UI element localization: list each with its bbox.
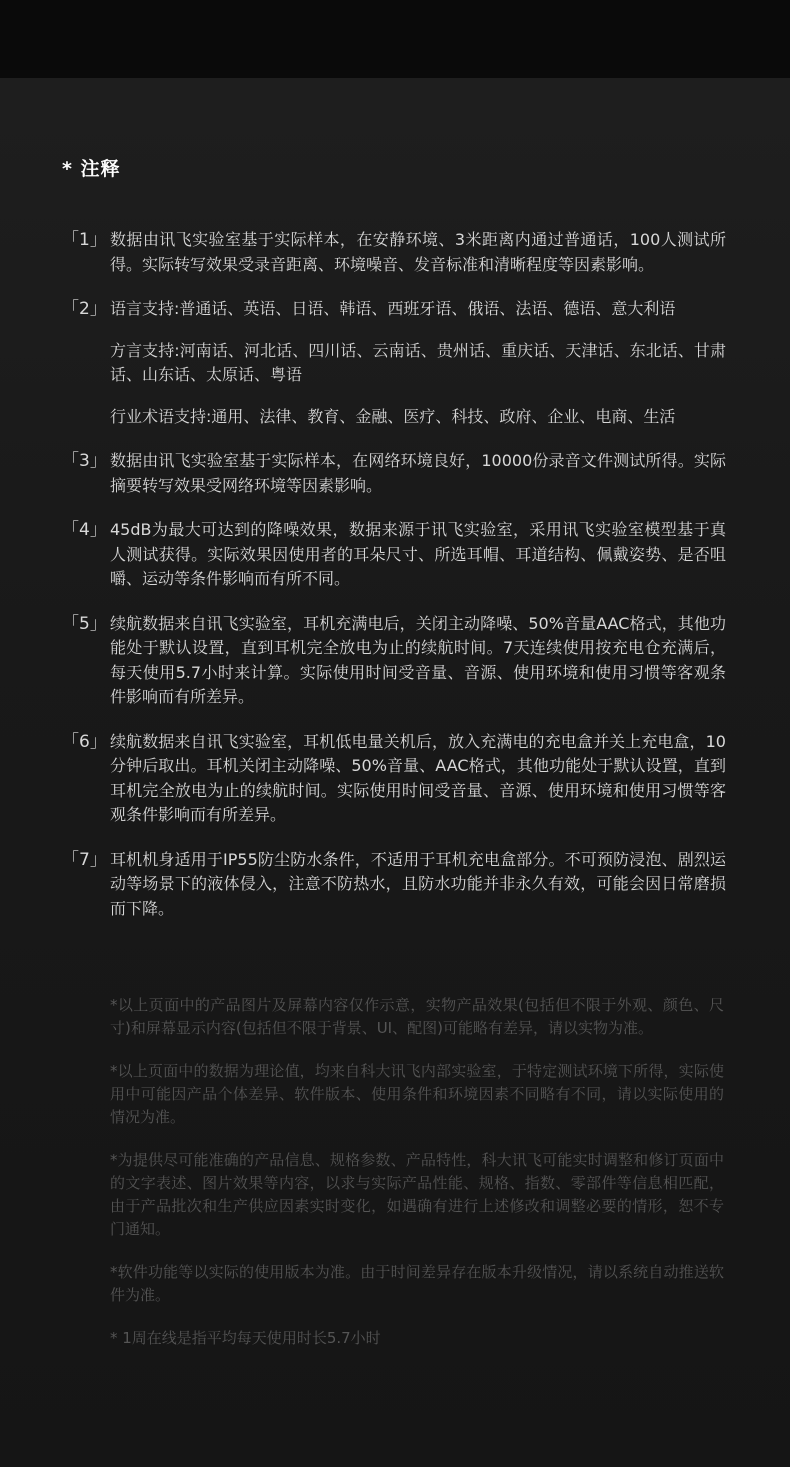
note-body	[110, 612, 726, 710]
note-text-languages: 语言支持:普通话、英语、日语、韩语、西班牙语、俄语、法语、德语、意大利语	[110, 299, 676, 318]
page-title: * 注释	[62, 158, 121, 180]
note-number: 「7」	[62, 849, 107, 870]
disclaimer-weekly-usage: * 1周在线是指平均每天使用时长5.7小时	[110, 1329, 381, 1347]
disclaimer-software-version: *软件功能等以实际的使用版本为准。由于时间差异存在版本升级情况，请以系统自动推送软件为准。	[110, 1263, 724, 1304]
disclaimer-content-revision: *为提供尽可能准确的产品信息、规格参数、产品特性，科大讯飞可能实时调整和修订页面中的文字表述、图片效果等内容，以求与实际产品性能、规格、指数、零部件等信息相匹配，由于产品批次和生产供应因素实时变化，如遇确有进行上述修改和调整必要的情形，恕不专门通知。	[110, 1151, 724, 1238]
note-item-4	[62, 518, 726, 592]
note-body	[110, 228, 726, 277]
note-text-terminology: 行业术语支持:通用、法律、教育、金融、医疗、科技、政府、企业、电商、生活	[110, 406, 676, 426]
note-text-dialects: 方言支持:河南话、河北话、四川话、云南话、贵州话、重庆话、天津话、东北话、甘肃话、山东话、太原话、粤语	[110, 340, 726, 384]
note-item-3	[62, 449, 726, 498]
note-number: 「6」	[62, 731, 107, 752]
note-text: 续航数据来自讯飞实验室，耳机低电量关机后，放入充满电的充电盒并关上充电盒，10分钟后取出。耳机关闭主动降噪、50%音量、AAC格式，其他功能处于默认设置，直到耳机完全放电为止的续航时间。实际使用时间受音量、音源、使用环境和使用习惯等客观条件影响而有所差异。	[110, 731, 726, 824]
notes-list	[62, 228, 726, 941]
note-body	[110, 297, 726, 429]
note-number: 「4」	[62, 520, 107, 540]
disclaimer-product-images: *以上页面中的产品图片及屏幕内容仅作示意，实物产品效果(包括但不限于外观、颜色、尺寸)和屏幕显示内容(包括但不限于背景、UI、配图)可能略有差异，请以实物为准。	[110, 996, 724, 1037]
note-body	[110, 449, 726, 498]
note-item-5	[62, 612, 726, 710]
note-text: 数据由讯飞实验室基于实际样本，在安静环境、3米距离内通过普通话，100人测试所得。实际转写效果受录音距离、环境噪音、发音标准和清晰程度等因素影响。	[110, 230, 726, 274]
note-item-2	[62, 297, 726, 429]
note-number: 「5」	[62, 613, 107, 634]
note-item-1	[62, 228, 726, 277]
note-text: 耳机机身适用于IP55防尘防水条件，不适用于耳机充电盒部分。不可预防浸泡、剧烈运动等场景下的液体侵入，注意不防热水，且防水功能并非永久有效，可能会因日常磨损而下降。	[110, 849, 726, 918]
note-item-7	[62, 848, 726, 922]
disclaimers	[110, 994, 724, 1370]
note-body	[110, 730, 726, 828]
note-item-6	[62, 730, 726, 828]
top-band	[0, 0, 790, 78]
note-text: 45dB为最大可达到的降噪效果，数据来源于讯飞实验室，采用讯飞实验室模型基于真人测试获得。实际效果因使用者的耳朵尺寸、所选耳帽、耳道结构、佩戴姿势、是否咀嚼、运动等条件影响而有所不同。	[110, 520, 726, 588]
note-number: 「1」	[62, 230, 107, 250]
note-text: 续航数据来自讯飞实验室，耳机充满电后，关闭主动降噪、50%音量AAC格式，其他功能处于默认设置，直到耳机完全放电为止的续航时间。7天连续使用按充电仓充满后，每天使用5.7小时来计算。实际使用时间受音量、音源、使用环境和使用习惯等客观条件影响而有所差异。	[110, 613, 726, 706]
note-body	[110, 848, 726, 922]
note-text: 数据由讯飞实验室基于实际样本，在网络环境良好，10000份录音文件测试所得。实际摘要转写效果受网络环境等因素影响。	[110, 451, 726, 495]
disclaimer-data-theoretical: *以上页面中的数据为理论值，均来自科大讯飞内部实验室，于特定测试环境下所得，实际使用中可能因产品个体差异、软件版本、使用条件和环境因素不同略有不同，请以实际使用的情况为准。	[110, 1062, 724, 1126]
note-number: 「3」	[62, 451, 107, 471]
note-number: 「2」	[62, 299, 107, 319]
note-body	[110, 518, 726, 592]
